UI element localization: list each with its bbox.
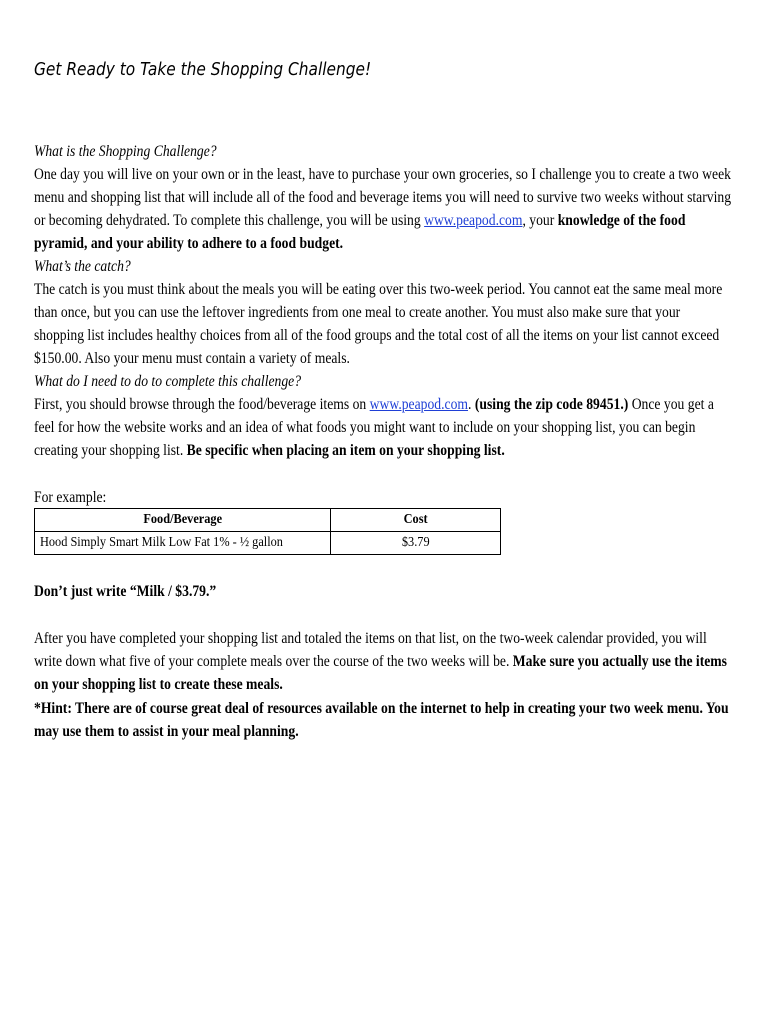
item-name: Hood Simply Smart Milk Low Fat 1% - ½ gallon: [40, 535, 283, 550]
dont-note: [34, 580, 732, 603]
section-paragraph: The catch is you must think about the meals you will be eating over this two-week period. You cannot eat the same meal more than once, but you can use the leftover ingredients from one meal to create another. You must also make sure that your shopping list includes healthy choices from all of the food groups and the total cost of all the items on your list cannot exceed $150.00. Also your menu must contain a variety of meals.: [34, 281, 723, 367]
peapod-link[interactable]: www.peapod.com: [424, 212, 523, 229]
section-paragraph: [34, 627, 732, 696]
section-heading: What is the Shopping Challenge?: [34, 143, 217, 160]
item-cost: $3.79: [401, 535, 430, 550]
emphasis-text: Make sure you actually use the items on your shopping list to create these meals.: [34, 653, 727, 693]
section-paragraph: [34, 393, 732, 462]
paragraph-text: .: [468, 396, 475, 413]
section-catch: [34, 255, 732, 370]
header-food-beverage: Food/Beverage: [143, 512, 223, 527]
table-cell: [331, 532, 501, 555]
peapod-link[interactable]: www.peapod.com: [369, 396, 469, 413]
paragraph-text: Once you get a feel for how the website works and an idea of what foods you might want to include on your shopping list, you can begin creating your shopping list.: [34, 396, 714, 459]
section-what-to-do: [34, 370, 732, 462]
hint-text: *Hint: There are of course great deal of resources available on the internet to help in creating your two week menu. You may use them to assist in your meal planning.: [34, 700, 729, 740]
table-header-row: [35, 509, 501, 532]
example-table: [34, 508, 501, 555]
section-what-is: [34, 140, 732, 255]
section-paragraph: [34, 163, 732, 255]
table-row: [35, 532, 501, 555]
paragraph-text: First, you should browse through the food/beverage items on: [34, 396, 370, 413]
emphasis-text: knowledge of the food pyramid, and your ability to adhere to a food budget.: [34, 212, 686, 252]
emphasis-text: (using the zip code 89451.): [474, 396, 629, 413]
section-after: [34, 627, 732, 696]
paragraph-text: After you have completed your shopping list and totaled the items on that list, on the two-week calendar provided, you will write down what five of your complete meals over the course of the two weeks will be.: [34, 630, 707, 670]
emphasis-text: Be specific when placing an item on your shopping list.: [186, 442, 505, 459]
section-heading: What do I need to do to complete this challenge?: [34, 373, 302, 390]
table-header: [331, 509, 501, 532]
paragraph-text: , your: [522, 212, 558, 229]
header-cost: Cost: [403, 512, 428, 527]
paragraph-text: One day you will live on your own or in the least, have to purchase your own groceries, so I challenge you to create a two week menu and shopping list that will include all of the food and beverage items you will need to survive two weeks without starving or becoming dehydrated. To complete this challenge, you will be using: [34, 166, 732, 229]
hint-note: [34, 697, 732, 743]
example-label: For example:: [34, 489, 107, 506]
table-header: [35, 509, 331, 532]
table-cell: [35, 532, 331, 555]
emphasis-text: Don’t just write “Milk / $3.79.”: [34, 583, 217, 600]
page-title: Get Ready to Take the Shopping Challenge!: [34, 60, 372, 80]
section-heading: What’s the catch?: [34, 258, 131, 275]
